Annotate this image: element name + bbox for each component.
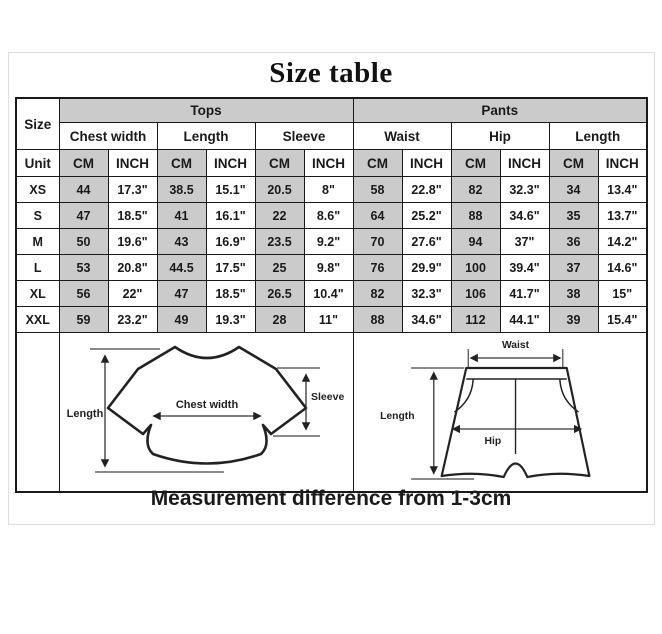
table-row-xl	[16, 281, 647, 307]
cell-cm: 20.5	[255, 177, 304, 203]
cell-inch: 14.6"	[598, 255, 647, 281]
size-label: M	[16, 229, 59, 255]
unit-cm: CM	[59, 150, 108, 177]
cell-inch: 32.3"	[402, 281, 451, 307]
cell-cm: 49	[157, 307, 206, 333]
cell-inch: 29.9"	[402, 255, 451, 281]
unit-cm: CM	[549, 150, 598, 177]
size-label: S	[16, 203, 59, 229]
unit-inch: INCH	[108, 150, 157, 177]
shorts-diagram-icon	[354, 333, 647, 491]
col-header-chest-width: Chest width	[59, 123, 157, 150]
measurement-note: Measurement difference from 1-3cm	[150, 487, 512, 510]
cell-cm: 38	[549, 281, 598, 307]
waist-label: Waist	[501, 339, 529, 352]
cell-cm: 70	[353, 229, 402, 255]
cell-cm: 22	[255, 203, 304, 229]
tshirt-diagram-icon	[60, 333, 353, 491]
cell-cm: 26.5	[255, 281, 304, 307]
cell-cm: 50	[59, 229, 108, 255]
cell-inch: 22"	[108, 281, 157, 307]
unit-label: Unit	[16, 150, 59, 177]
diagram-row	[16, 333, 647, 493]
cell-inch: 34.6"	[402, 307, 451, 333]
cell-cm: 41	[157, 203, 206, 229]
cell-inch: 9.2"	[304, 229, 353, 255]
col-header-pant-length: Length	[549, 123, 647, 150]
cell-inch: 18.5"	[206, 281, 255, 307]
cell-cm: 58	[353, 177, 402, 203]
cell-inch: 15.1"	[206, 177, 255, 203]
cell-inch: 17.5"	[206, 255, 255, 281]
cell-cm: 94	[451, 229, 500, 255]
cell-cm: 35	[549, 203, 598, 229]
unit-inch: INCH	[402, 150, 451, 177]
cell-inch: 16.9"	[206, 229, 255, 255]
table-row-l	[16, 255, 647, 281]
cell-inch: 13.4"	[598, 177, 647, 203]
measure-header-row	[16, 123, 647, 150]
cell-inch: 41.7"	[500, 281, 549, 307]
cell-inch: 19.6"	[108, 229, 157, 255]
pants-measurement-diagram	[353, 333, 647, 493]
col-header-waist: Waist	[353, 123, 451, 150]
table-row-xs	[16, 177, 647, 203]
cell-cm: 112	[451, 307, 500, 333]
cell-inch: 37"	[500, 229, 549, 255]
cell-inch: 18.5"	[108, 203, 157, 229]
tops-measurement-diagram	[59, 333, 353, 493]
cell-inch: 11"	[304, 307, 353, 333]
cell-inch: 39.4"	[500, 255, 549, 281]
cell-cm: 88	[353, 307, 402, 333]
cell-inch: 32.3"	[500, 177, 549, 203]
cell-cm: 53	[59, 255, 108, 281]
unit-cm: CM	[353, 150, 402, 177]
cell-cm: 106	[451, 281, 500, 307]
cell-inch: 23.2"	[108, 307, 157, 333]
table-row-s	[16, 203, 647, 229]
cell-cm: 39	[549, 307, 598, 333]
cell-inch: 15.4"	[598, 307, 647, 333]
cell-inch: 34.6"	[500, 203, 549, 229]
cell-cm: 44.5	[157, 255, 206, 281]
tops-length-label: Length	[66, 408, 103, 420]
cell-inch: 17.3"	[108, 177, 157, 203]
hip-label: Hip	[484, 435, 501, 448]
cell-cm: 25	[255, 255, 304, 281]
group-header-row	[16, 98, 647, 123]
size-label: XL	[16, 281, 59, 307]
cell-cm: 76	[353, 255, 402, 281]
cell-cm: 88	[451, 203, 500, 229]
cell-cm: 28	[255, 307, 304, 333]
unit-inch: INCH	[598, 150, 647, 177]
cell-inch: 13.7"	[598, 203, 647, 229]
cell-inch: 20.8"	[108, 255, 157, 281]
sleeve-label: Sleeve	[310, 391, 344, 403]
cell-cm: 59	[59, 307, 108, 333]
unit-inch: INCH	[206, 150, 255, 177]
size-corner-header: Size	[16, 98, 59, 150]
cell-inch: 44.1"	[500, 307, 549, 333]
cell-cm: 37	[549, 255, 598, 281]
table-row-m	[16, 229, 647, 255]
empty-cell	[16, 333, 59, 493]
cell-inch: 22.8"	[402, 177, 451, 203]
cell-cm: 82	[451, 177, 500, 203]
cell-cm: 64	[353, 203, 402, 229]
group-header-tops: Tops	[59, 98, 353, 123]
cell-cm: 36	[549, 229, 598, 255]
cell-inch: 8"	[304, 177, 353, 203]
unit-inch: INCH	[500, 150, 549, 177]
size-table	[15, 97, 648, 493]
cell-inch: 9.8"	[304, 255, 353, 281]
col-header-hip: Hip	[451, 123, 549, 150]
table-row-xxl	[16, 307, 647, 333]
cell-inch: 15"	[598, 281, 647, 307]
cell-inch: 27.6"	[402, 229, 451, 255]
cell-inch: 8.6"	[304, 203, 353, 229]
unit-inch: INCH	[304, 150, 353, 177]
unit-header-row	[16, 150, 647, 177]
unit-cm: CM	[451, 150, 500, 177]
cell-cm: 44	[59, 177, 108, 203]
cell-cm: 43	[157, 229, 206, 255]
cell-inch: 25.2"	[402, 203, 451, 229]
cell-cm: 82	[353, 281, 402, 307]
cell-cm: 47	[157, 281, 206, 307]
col-header-top-length: Length	[157, 123, 255, 150]
cell-cm: 56	[59, 281, 108, 307]
cell-cm: 47	[59, 203, 108, 229]
chest-width-label: Chest width	[175, 399, 238, 411]
unit-cm: CM	[255, 150, 304, 177]
page-title: Size table	[269, 57, 393, 89]
col-header-sleeve: Sleeve	[255, 123, 353, 150]
pants-length-label: Length	[379, 410, 415, 423]
cell-cm: 100	[451, 255, 500, 281]
cell-inch: 16.1"	[206, 203, 255, 229]
unit-cm: CM	[157, 150, 206, 177]
group-header-pants: Pants	[353, 98, 647, 123]
cell-cm: 34	[549, 177, 598, 203]
size-label: XXL	[16, 307, 59, 333]
cell-inch: 14.2"	[598, 229, 647, 255]
cell-cm: 38.5	[157, 177, 206, 203]
cell-cm: 23.5	[255, 229, 304, 255]
size-label: XS	[16, 177, 59, 203]
size-label: L	[16, 255, 59, 281]
cell-inch: 19.3"	[206, 307, 255, 333]
cell-inch: 10.4"	[304, 281, 353, 307]
